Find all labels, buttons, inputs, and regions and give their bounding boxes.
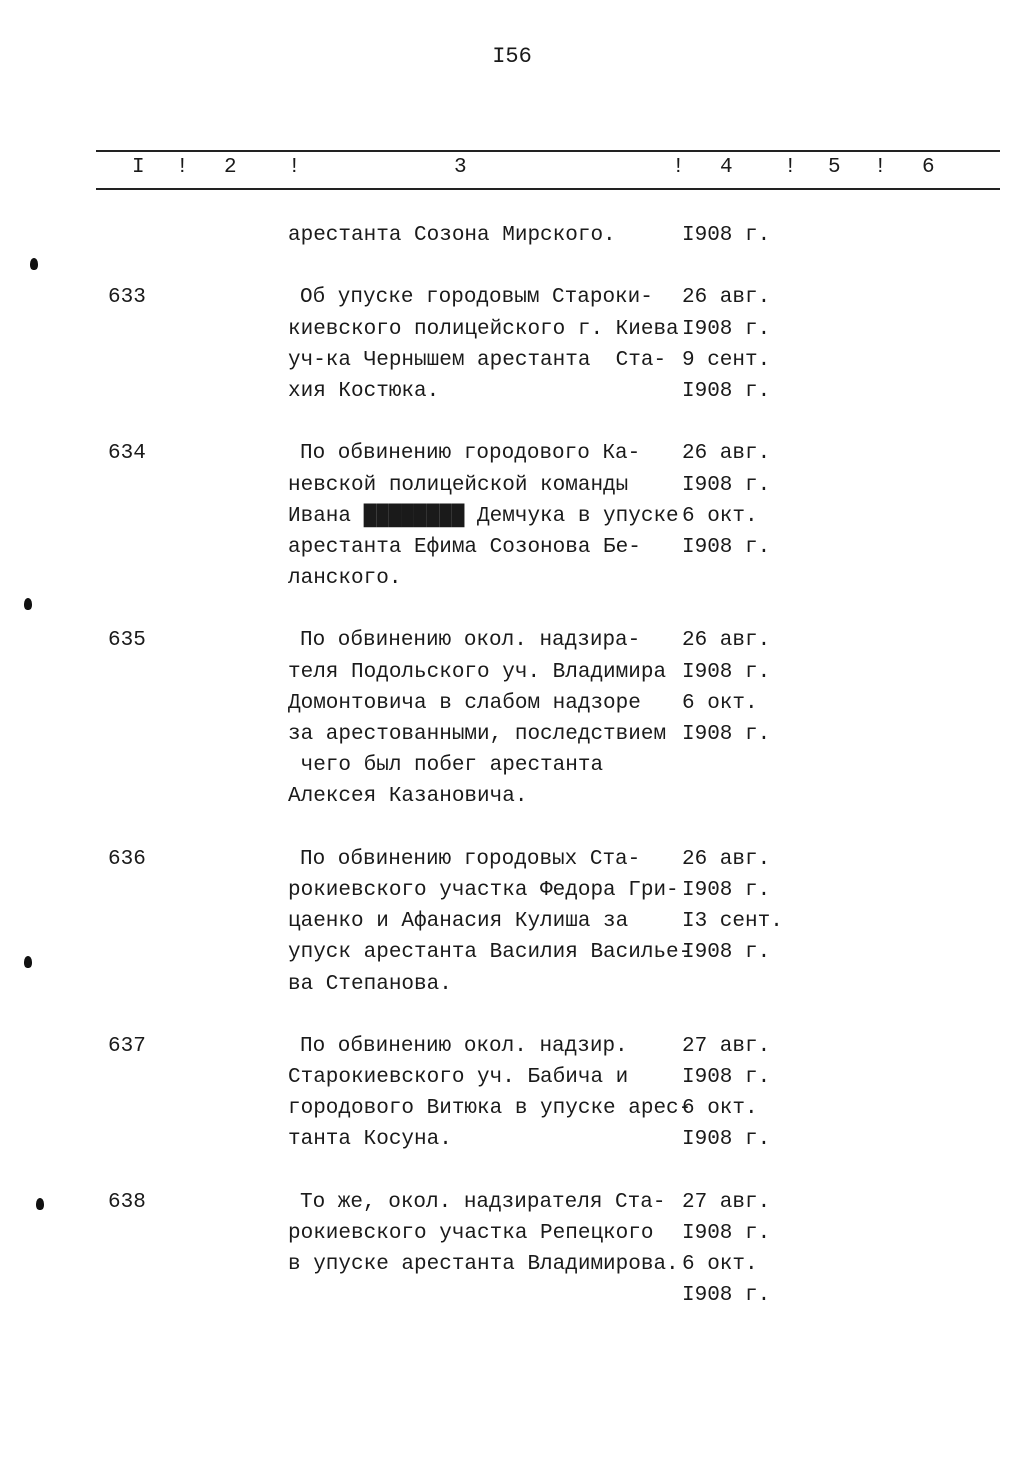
entry-line [0, 1280, 1024, 1311]
entry-line [0, 376, 1024, 407]
column-separator: ! [288, 156, 301, 179]
register-entry [0, 282, 1024, 407]
description-text: Алексея Казановича. [288, 785, 528, 809]
date-text: 27 авг. [682, 1034, 771, 1058]
date-text: 6 окт. [682, 691, 758, 715]
date-text: I908 г. [682, 473, 771, 497]
description-text: арестанта Ефима Созонова Бе- [288, 535, 641, 559]
table-header-rule [96, 188, 1000, 190]
entry-line [0, 1187, 1024, 1218]
date-text: I908 г. [682, 1222, 771, 1245]
entry-line [0, 969, 1024, 1000]
column-separator: ! [874, 156, 887, 179]
column-header-1: I [132, 156, 145, 179]
entry-line [0, 688, 1024, 719]
date-text: I908 г. [682, 317, 771, 341]
carryover-entry [0, 220, 1024, 251]
entry-number: 633 [108, 286, 146, 310]
date-text: I908 г. [682, 1128, 771, 1152]
entry-line [0, 781, 1024, 812]
description-text: Ивана ████████ Демчука в упуске [288, 504, 679, 528]
date-text: I908 г. [682, 878, 771, 902]
entry-number: 634 [108, 442, 146, 466]
description-text: теля Подольского уч. Владимира [288, 660, 667, 684]
description-text: за арестованными, последствием [288, 723, 667, 746]
description-text: цаенко и Афанасия Кулиша за [288, 910, 629, 934]
entry-line [0, 750, 1024, 781]
date-text: I3 сент. [682, 910, 783, 934]
entry-line [0, 657, 1024, 688]
entry-number: 637 [108, 1034, 146, 1058]
date-text: 6 окт. [682, 1097, 758, 1121]
entry-line [0, 501, 1024, 532]
page-number: I56 [492, 44, 532, 69]
date-text: I908 г. [682, 1284, 771, 1308]
date-text: I908 г. [682, 379, 771, 403]
date-text: 6 окт. [682, 1253, 758, 1277]
entry-number: 636 [108, 847, 146, 871]
entry-line [0, 1093, 1024, 1124]
entry-line [0, 470, 1024, 501]
description-text: арестанта Созона Мирского. [288, 224, 616, 247]
description-text: невской полицейской команды [288, 473, 629, 497]
entry-line [0, 875, 1024, 906]
entry-line [0, 1218, 1024, 1249]
column-header-5: 5 [828, 156, 841, 179]
description-text: По обвинению окол. надзира- [300, 629, 641, 653]
description-text: рокиевского участка Репецкого [288, 1222, 654, 1245]
entry-line [0, 438, 1024, 469]
date-text: I908 г. [682, 941, 771, 965]
entry-line [0, 532, 1024, 563]
description-text: То же, окол. надзирателя Ста- [300, 1190, 666, 1214]
date-text: 27 авг. [682, 1190, 771, 1214]
column-header-3: 3 [454, 156, 467, 179]
column-separator: ! [672, 156, 685, 179]
date-text: 26 авг. [682, 286, 771, 310]
entry-line [0, 314, 1024, 345]
entry-line [0, 719, 1024, 750]
description-text: По обвинению окол. надзир. [300, 1034, 628, 1058]
date-text: 26 авг. [682, 442, 771, 466]
column-separator: ! [784, 156, 797, 179]
description-text: киевского полицейского г. Киева [288, 317, 679, 341]
description-text: Об упуске городовым Староки- [300, 286, 653, 310]
entry-line [0, 844, 1024, 875]
entry-line [0, 1031, 1024, 1062]
description-text: По обвинению городовых Ста- [300, 847, 641, 871]
date-text: I908 г. [682, 660, 771, 684]
description-text: Старокиевского уч. Бабича и [288, 1066, 629, 1090]
description-text: ва Степанова. [288, 972, 452, 996]
register-entry [0, 1187, 1024, 1312]
description-text: в упуске арестанта Владимирова. [288, 1253, 679, 1277]
description-text: чего был побег арестанта [288, 754, 604, 778]
entry-line [0, 937, 1024, 968]
description-text: хия Костюка. [288, 379, 440, 403]
entry-line [0, 1249, 1024, 1280]
date-text: 26 авг. [682, 847, 771, 871]
date-text: I908 г. [682, 224, 771, 247]
entry-line [0, 563, 1024, 594]
register-entry [0, 844, 1024, 1000]
date-text: 26 авг. [682, 629, 771, 653]
register-entry [0, 625, 1024, 812]
description-text: городового Витюка в упуске арес- [288, 1097, 692, 1121]
register-entries [0, 220, 1024, 1343]
description-text: ланского. [288, 567, 402, 591]
column-header-2: 2 [224, 156, 237, 179]
entry-line [0, 906, 1024, 937]
description-text: упуск арестанта Василия Василье- [288, 941, 692, 965]
date-text: 9 сент. [682, 348, 771, 372]
date-text: I908 г. [682, 1066, 771, 1090]
column-separator: ! [176, 156, 189, 179]
description-text: Домонтовича в слабом надзоре [288, 691, 641, 715]
entry-line [0, 282, 1024, 313]
description-text: танта Косуна. [288, 1128, 452, 1152]
register-entry [0, 438, 1024, 594]
description-text: По обвинению городового Ка- [300, 442, 641, 466]
entry-line [0, 345, 1024, 376]
date-text: I908 г. [682, 723, 771, 746]
entry-number: 635 [108, 629, 146, 653]
entry-number: 638 [108, 1190, 146, 1214]
register-entry [0, 1031, 1024, 1156]
description-text: рокиевского участка Федора Гри- [288, 878, 679, 902]
entry-line [0, 1062, 1024, 1093]
entry-line [0, 625, 1024, 656]
table-top-rule [96, 150, 1000, 152]
entry-line [0, 220, 1024, 251]
column-header-4: 4 [720, 156, 733, 179]
column-header-6: 6 [922, 156, 935, 179]
entry-line [0, 1124, 1024, 1155]
description-text: уч-ка Чернышем арестанта Ста- [288, 348, 667, 372]
date-text: 6 окт. [682, 504, 758, 528]
date-text: I908 г. [682, 535, 771, 559]
